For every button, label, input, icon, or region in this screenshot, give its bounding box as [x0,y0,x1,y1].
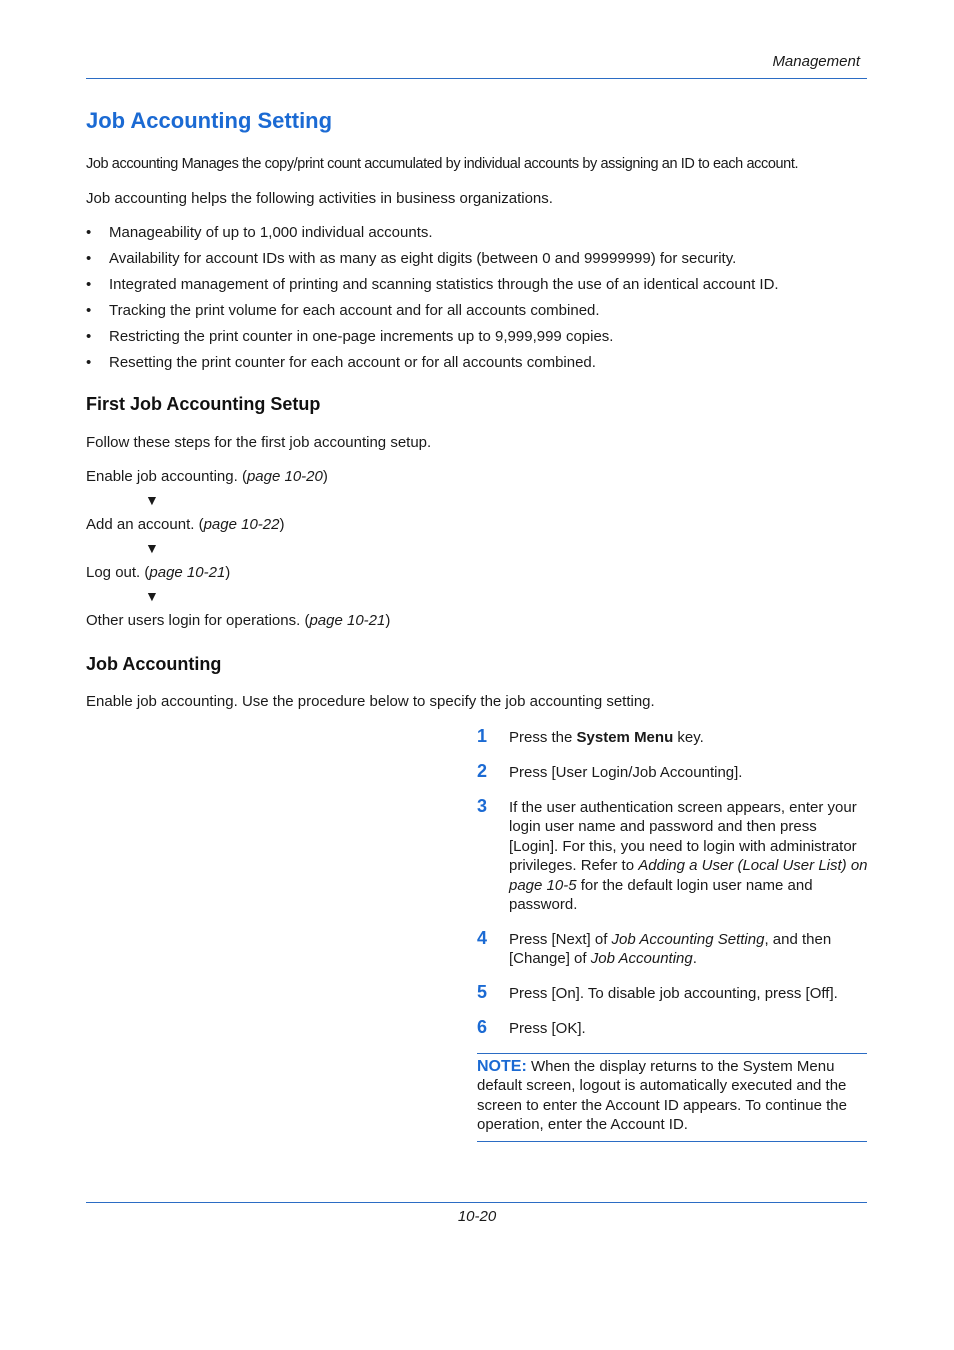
section-heading-job-accounting: Job Accounting [86,654,222,674]
page-reference-link[interactable]: page 10-20 [246,468,323,485]
intro-paragraph-2: Job accounting helps the following activities in business organizations. [86,190,553,207]
step-number: 5 [477,982,488,1002]
flow-step-logout: Log out. (page 10-21) [86,564,231,581]
step-text: Press [User Login/Job Accounting]. [509,764,743,781]
page-reference-link[interactable]: page 10-21 [149,564,226,581]
cross-reference-link[interactable]: Adding a User (Local User List) on page 10-5 [509,857,868,894]
running-header: Management [772,53,860,70]
note-text: When the display returns to the System Menu default screen, logout is automatically executed and the screen to enter the Account ID appears. To continue the operation, enter the Account ID. [477,1058,847,1134]
job-accounting-intro: Enable job accounting. Use the procedure below to specify the job accounting setting. [86,693,655,710]
note-bottom-rule [477,1141,867,1142]
list-item: • Restricting the print counter in one-page increments up to 9,999,999 copies. [86,328,614,345]
step-text: Press the System Menu key. [509,729,704,746]
list-item: • Resetting the print counter for each account or for all accounts combined. [86,354,596,371]
flow-arrow-icon: ▼ [145,588,159,604]
note-label: NOTE: [477,1058,527,1075]
feature-list [86,223,876,379]
page-reference-link[interactable]: page 10-21 [309,612,386,629]
list-item: • Availability for account IDs with as many as eight digits (between 0 and 99999999) for security. [86,250,737,267]
flow-step-add-account: Add an account. (page 10-22) [86,516,285,533]
header-rule [86,78,867,79]
first-setup-intro: Follow these steps for the first job accounting setup. [86,434,432,451]
intro-paragraph-1: Job accounting Manages the copy/print count accumulated by individual accounts by assigning an ID to each account. [86,156,799,172]
step-number: 2 [477,761,488,781]
list-item: • Tracking the print volume for each account and for all accounts combined. [86,302,600,319]
section-heading-first-setup: First Job Accounting Setup [86,394,321,414]
flow-step-enable: Enable job accounting. (page 10-20) [86,468,328,485]
note-box [477,1057,867,1135]
list-item: • Integrated management of printing and scanning statistics through the use of an identical account ID. [86,276,779,293]
flow-step-other-users: Other users login for operations. (page 10-21) [86,612,391,629]
page-title: Job Accounting Setting [86,108,333,133]
page-number: 10-20 [457,1208,497,1225]
page-reference-link[interactable]: page 10-22 [203,516,280,533]
step-number: 1 [477,726,488,746]
flow-arrow-icon: ▼ [145,540,159,556]
note-top-rule [477,1053,867,1054]
step-number: 6 [477,1017,488,1037]
step-number: 3 [477,796,488,816]
step-number: 4 [477,928,488,948]
step-text: Press [OK]. [509,1020,586,1037]
step-text: Press [On]. To disable job accounting, press [Off]. [509,985,838,1002]
flow-arrow-icon: ▼ [145,492,159,508]
footer-rule [86,1202,867,1203]
step-text: If the user authentication screen appears, enter your login user name and password and then press [Login]. For this, you need to login with administrator privileges. Refer to Adding a User (Local User List) on page 10-5 for the default login user name and password. [509,799,868,914]
step-text: Press [Next] of Job Accounting Setting, and then [Change] of Job Accounting. [509,931,832,968]
list-item: • Manageability of up to 1,000 individual accounts. [86,224,433,241]
